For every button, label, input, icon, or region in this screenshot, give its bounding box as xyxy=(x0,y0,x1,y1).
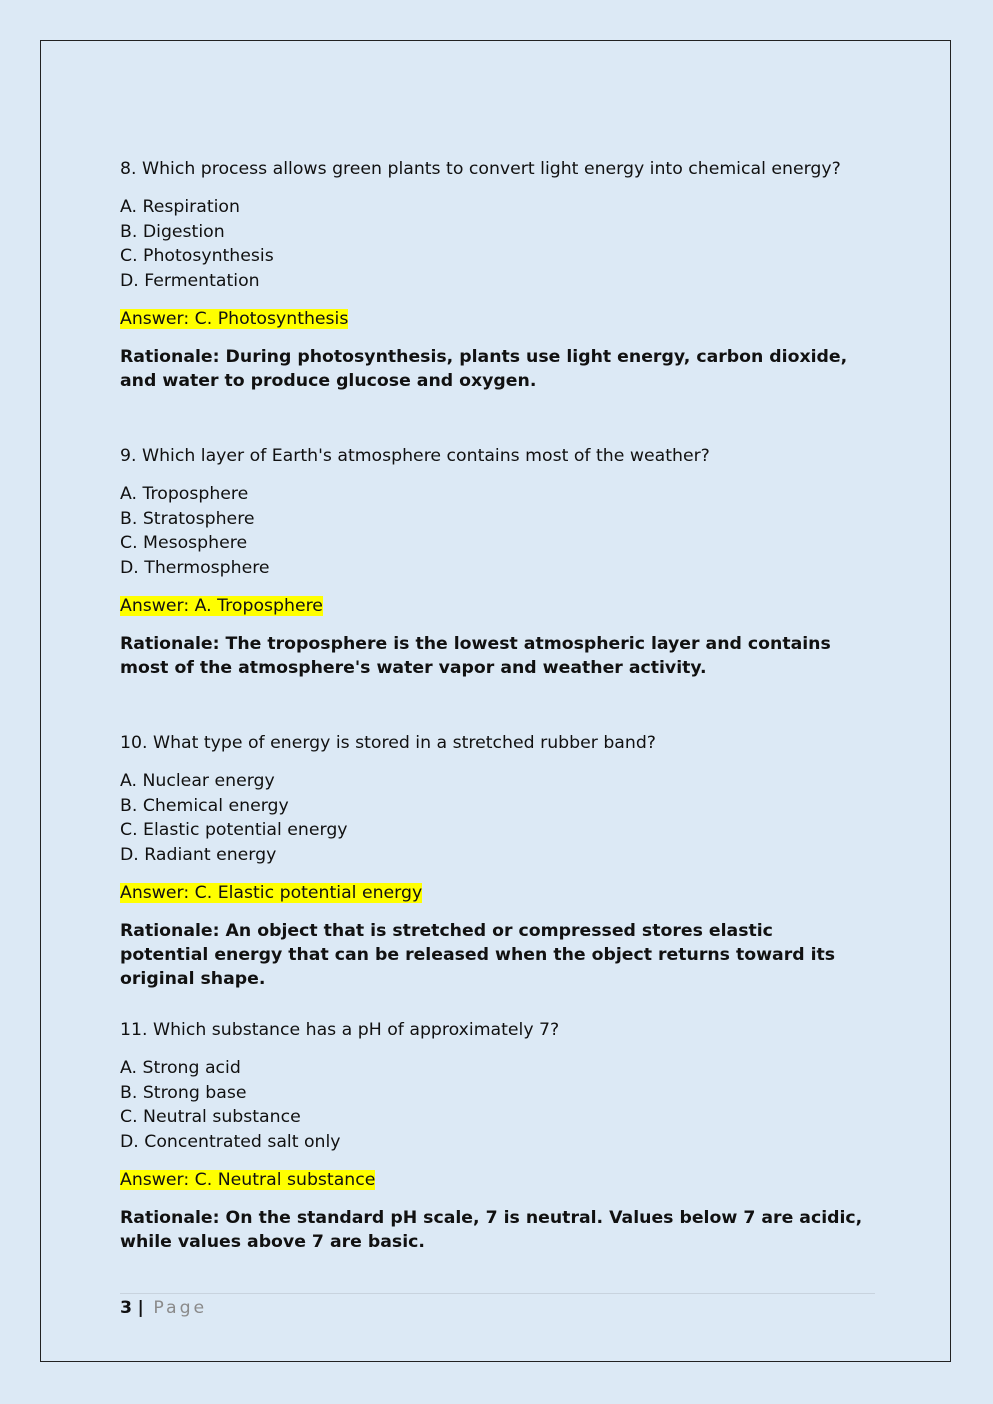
footer-separator: | xyxy=(137,1298,144,1318)
option-c: C. Photosynthesis xyxy=(120,246,274,266)
option-b: B. Digestion xyxy=(120,221,225,242)
option-d: D. Concentrated salt only xyxy=(120,1131,341,1152)
option-a: A. Troposphere xyxy=(120,484,249,504)
rationale-text: Rationale: The troposphere is the lowest atmospheric layer and contains most of the atmosphere's water vapor and weather activity. xyxy=(120,634,831,678)
options-list xyxy=(120,769,880,867)
options-list xyxy=(120,482,880,580)
option-c: C. Mesosphere xyxy=(120,533,248,553)
answer-highlight: Answer: C. Photosynthesis xyxy=(120,309,349,329)
answer-line xyxy=(120,881,880,905)
option-c: C. Neutral substance xyxy=(120,1107,301,1127)
answer-highlight: Answer: C. Elastic potential energy xyxy=(120,883,423,903)
question-text: 9. Which layer of Earth's atmosphere contains most of the weather? xyxy=(120,446,710,466)
option-b: B. Stratosphere xyxy=(120,508,255,529)
option-b: B. Strong base xyxy=(120,1082,247,1103)
options-list xyxy=(120,195,880,293)
question-text: 10. What type of energy is stored in a stretched rubber band? xyxy=(120,733,656,753)
option-b: B. Chemical energy xyxy=(120,795,289,816)
page-label: Page xyxy=(153,1298,208,1318)
option-a: A. Respiration xyxy=(120,197,240,217)
question-text: 8. Which process allows green plants to convert light energy into chemical energy? xyxy=(120,159,841,179)
question-text: 11. Which substance has a pH of approximately 7? xyxy=(120,1020,560,1040)
option-a: A. Strong acid xyxy=(120,1058,241,1078)
question-block-8 xyxy=(120,157,880,444)
options-list xyxy=(120,1056,880,1154)
answer-line xyxy=(120,307,880,331)
option-d: D. Fermentation xyxy=(120,270,260,291)
answer-line xyxy=(120,1168,880,1192)
question-block-11 xyxy=(120,1018,880,1305)
answer-highlight: Answer: A. Troposphere xyxy=(120,596,323,616)
option-a: A. Nuclear energy xyxy=(120,771,275,791)
option-c: C. Elastic potential energy xyxy=(120,820,348,840)
rationale-text: Rationale: An object that is stretched or compressed stores elastic potential energy that can be released when the object returns toward its original shape. xyxy=(120,921,836,989)
option-d: D. Radiant energy xyxy=(120,844,277,865)
footer-divider xyxy=(120,1293,875,1294)
rationale-text: Rationale: During photosynthesis, plants use light energy, carbon dioxide, and water to produce glucose and oxygen. xyxy=(120,347,848,391)
page-number: 3 xyxy=(120,1298,133,1318)
rationale-text: Rationale: On the standard pH scale, 7 is neutral. Values below 7 are acidic, while values above 7 are basic. xyxy=(120,1208,863,1252)
answer-highlight: Answer: C. Neutral substance xyxy=(120,1170,376,1190)
question-block-10 xyxy=(120,731,880,1018)
page-footer xyxy=(120,1296,207,1320)
question-block-9 xyxy=(120,444,880,731)
answer-line xyxy=(120,594,880,618)
document-content xyxy=(120,157,880,1305)
option-d: D. Thermosphere xyxy=(120,557,270,578)
